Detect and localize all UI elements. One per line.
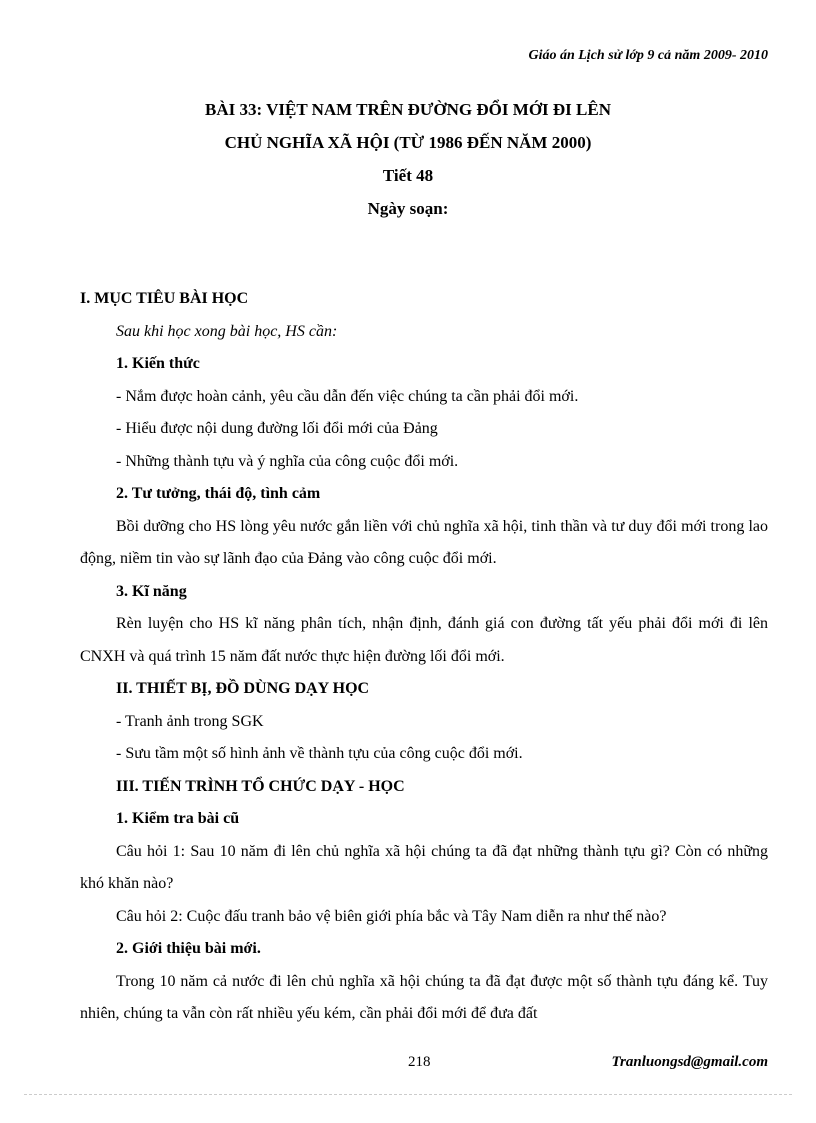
header-note: Giáo án Lịch sử lớp 9 cả năm 2009- 2010 <box>528 48 768 63</box>
review-heading: 1. Kiểm tra bài cũ <box>116 810 240 827</box>
skills-heading: 3. Kĩ năng <box>116 582 187 600</box>
review-question-2: Câu hỏi 2: Cuộc đấu tranh bảo vệ biên giới phía bắc và Tây Nam diễn ra như thế nào? <box>116 907 667 925</box>
section1-heading: I. MỤC TIÊU BÀI HỌC <box>80 290 249 307</box>
attitude-heading: 2. Tư tưởng, thái độ, tình cảm <box>116 485 321 502</box>
intro-new-text: Trong 10 năm cả nước đi lên chủ nghĩa xã hội chúng ta đã đạt được một số thành tựu đáng kể. Tuy nhiên, chúng ta vẫn còn rất nhiều yếu kém, cần phải đổi mới để đưa đất <box>80 972 768 1022</box>
knowledge-item: - Hiểu được nội dung đường lối đổi mới của Đảng <box>116 420 438 437</box>
lesson-title-line2: CHỦ NGHĨA XÃ HỘI (TỪ 1986 ĐẾN NĂM 2000) <box>224 133 592 152</box>
knowledge-item: - Những thành tựu và ý nghĩa của công cuộc đổi mới. <box>116 452 459 470</box>
attitude-text: Bồi dưỡng cho HS lòng yêu nước gắn liền với chủ nghĩa xã hội, tinh thần và tư duy đổi mới trong lao động, niềm tin vào sự lãnh đạo của Đảng vào công cuộc đổi mới. <box>80 517 768 567</box>
intro-new-heading: 2. Giới thiệu bài mới. <box>116 940 261 957</box>
section3-heading: III. TIẾN TRÌNH TỔ CHỨC DẠY - HỌC <box>116 777 405 795</box>
page-number: 218 <box>408 1054 431 1070</box>
equipment-item: - Tranh ảnh trong SGK <box>116 712 264 730</box>
equipment-item: - Sưu tầm một số hình ảnh về thành tựu của công cuộc đổi mới. <box>116 745 523 762</box>
knowledge-item: - Nắm được hoàn cảnh, yêu cầu dẫn đến việc chúng ta cần phải đổi mới. <box>116 387 579 405</box>
lesson-period: Tiết 48 <box>382 166 434 185</box>
review-question-1: Câu hỏi 1: Sau 10 năm đi lên chủ nghĩa xã hội chúng ta đã đạt những thành tựu gì? Còn có những khó khăn nào? <box>80 842 768 892</box>
page-divider <box>24 1094 792 1095</box>
section2-heading: II. THIẾT BỊ, ĐỒ DÙNG DẠY HỌC <box>116 680 370 697</box>
lesson-date-label: Ngày soạn: <box>367 199 449 218</box>
knowledge-heading: 1. Kiến thức <box>116 355 200 372</box>
skills-text: Rèn luyện cho HS kĩ năng phân tích, nhận định, đánh giá con đường tất yếu phải đổi mới đi lên CNXH và quá trình 15 năm đất nước thực hiện đường lối đổi mới. <box>80 615 768 665</box>
section1-intro: Sau khi học xong bài học, HS cần: <box>116 322 338 340</box>
footer-email: Tranluongsd@gmail.com <box>611 1054 768 1070</box>
document-body <box>80 283 768 1031</box>
lesson-title-line1: BÀI 33: VIỆT NAM TRÊN ĐƯỜNG ĐỔI MỚI ĐI LÊN <box>205 100 611 119</box>
